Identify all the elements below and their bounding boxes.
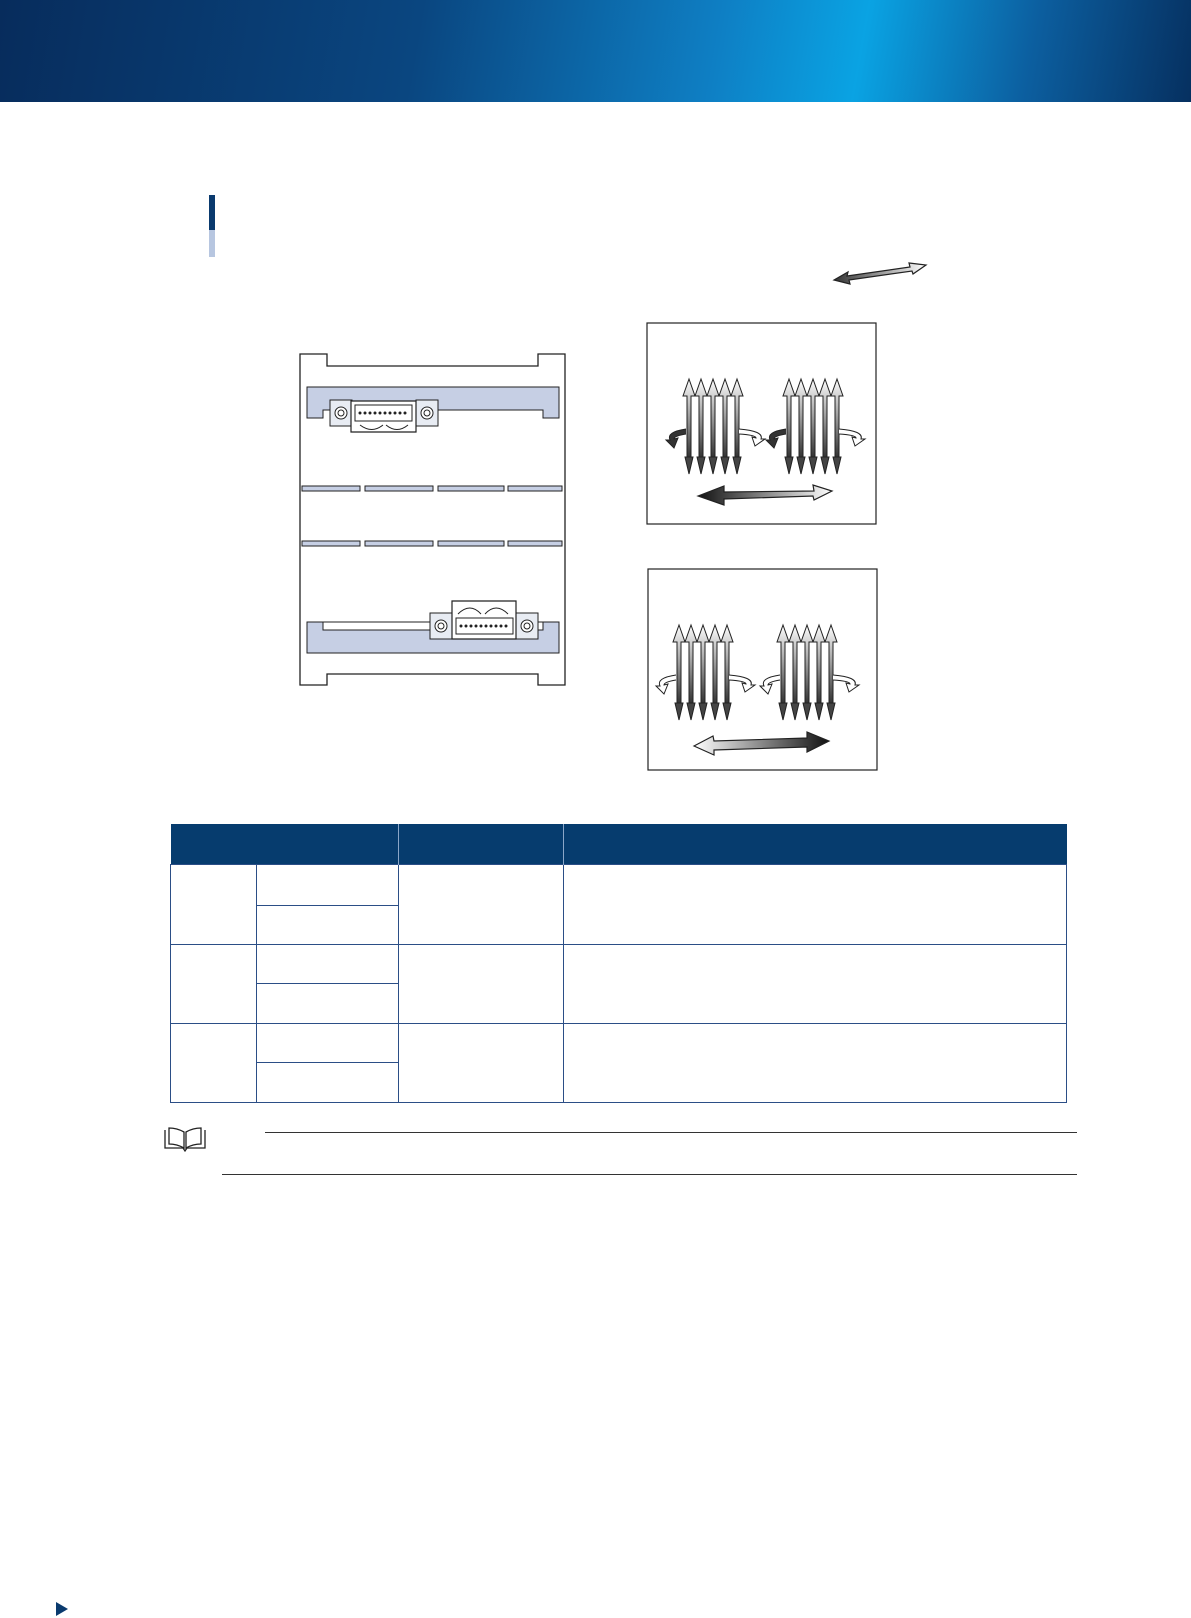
table-row: [171, 944, 1067, 983]
group-label: [171, 1023, 257, 1102]
table-row: [171, 865, 1067, 906]
spec-table: [170, 824, 1067, 1103]
group-label: [171, 865, 257, 945]
vibration-right-shift-diagram: [647, 568, 879, 772]
table-cell: [257, 984, 399, 1023]
table-cell: [257, 1023, 399, 1062]
vibration-left-shift-diagram: [646, 322, 878, 526]
section-heading-marker: [209, 195, 215, 257]
table-cell: [257, 1063, 399, 1103]
table-row: [171, 1023, 1067, 1062]
group-description: [564, 944, 1067, 1023]
table-header-cell: [564, 824, 1067, 865]
page-marker-icon: [56, 1602, 68, 1616]
double-headed-arrow-icon: [830, 258, 930, 288]
device-front-view: [298, 352, 570, 688]
open-book-icon: [163, 1127, 207, 1153]
table-header-cell: [171, 824, 399, 865]
note-rule-bottom: [222, 1174, 1077, 1175]
group-value: [399, 1023, 564, 1102]
group-description: [564, 1023, 1067, 1102]
header-band: [0, 0, 1191, 102]
table-cell: [257, 905, 399, 944]
table-cell: [257, 944, 399, 983]
note-rule-top: [265, 1132, 1077, 1133]
table-cell: [257, 865, 399, 906]
group-label: [171, 944, 257, 1023]
group-description: [564, 865, 1067, 945]
table-header-cell: [399, 824, 564, 865]
group-value: [399, 865, 564, 945]
group-value: [399, 944, 564, 1023]
